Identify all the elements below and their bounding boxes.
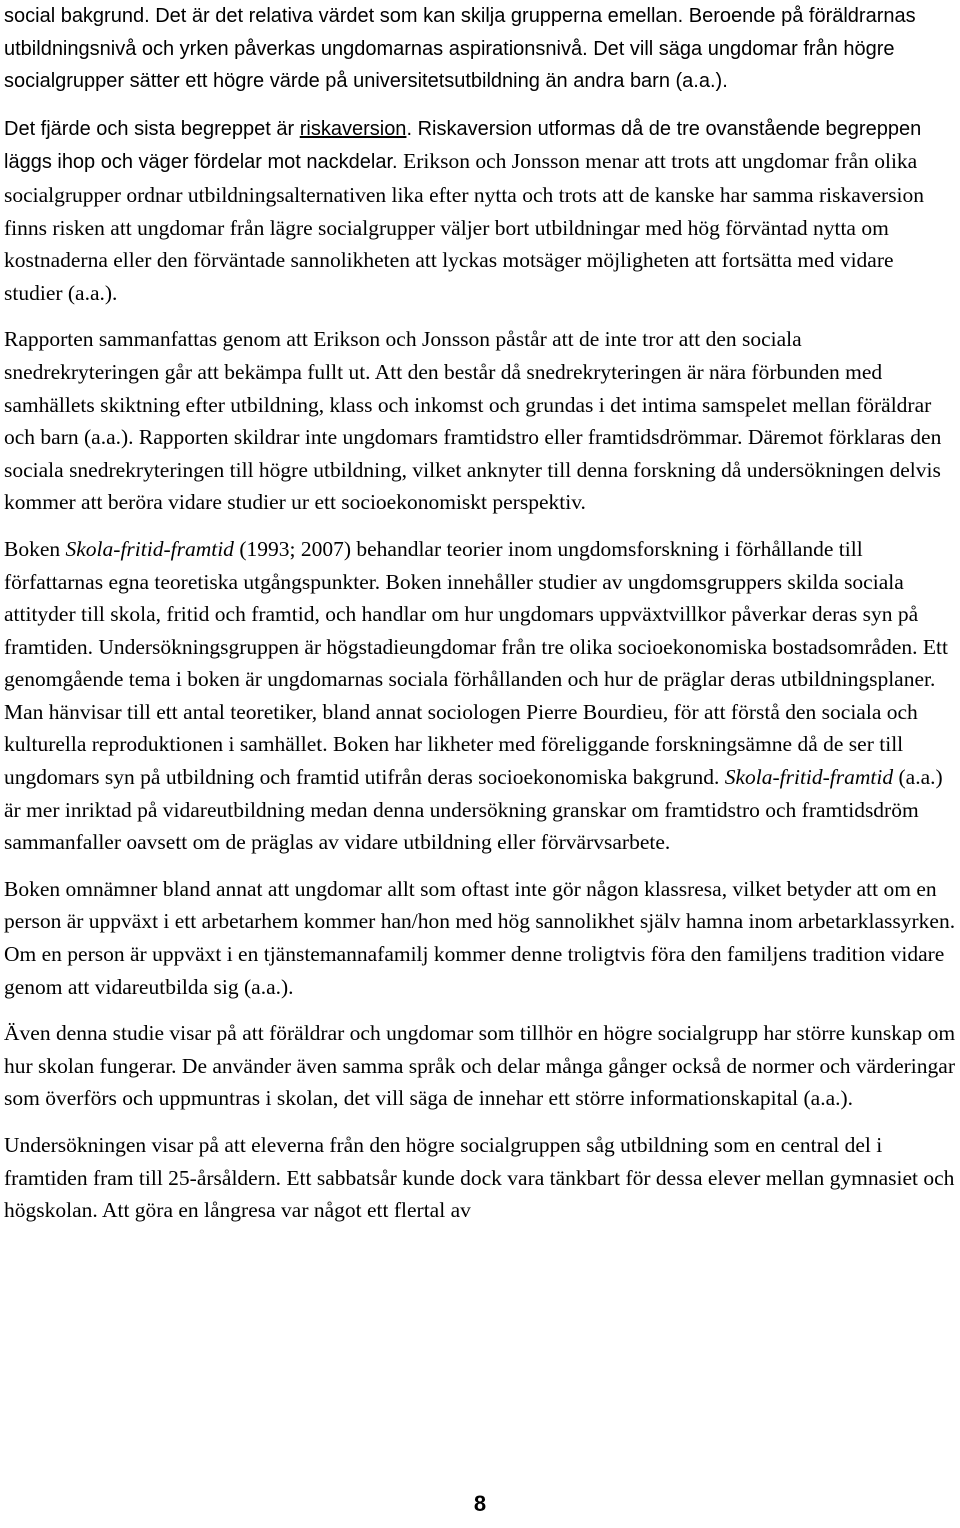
paragraph-2-sentence-2: Riskaversion utformas då de tre ovanstående begreppen läggs ihop och väger fördelar mot nackdelar. xyxy=(4,117,922,174)
paragraph-3: Rapporten sammanfattas genom att Erikson och Jonsson påstår att de inte tror att den sociala snedrekryteringen går att bekämpa fullt ut. Att den består då snedrekryteringen är nära förbunden med samhällets skiktning efter utbildning, klass och inkomst och grundas i det intima samspelet mellan föräldrar och barn (a.a.). Rapporten skildrar inte ungdomars framtidstro eller framtidsdrömmar. Däremot förklaras den sociala snedrekryteringen till högre utbildning, vilket anknyter till denna forskning då undersökningen delvis kommer att beröra vidare studier ur ett socioekonomiskt perspektiv. xyxy=(4,327,942,515)
paragraph-2-sentence-1-end: . xyxy=(406,117,418,140)
paragraph-4-body: (1993; 2007) behandlar teorier inom ungdomsforskning i förhållande till författarnas egna teoretiska utgångspunkter. Boken innehåller studier av ungdomsgruppers skilda sociala attityder till skola, fritid och framtid, och handlar om hur ungdomars uppväxtvillkor påverkar deras syn på framtiden. Undersökningsgruppen är högstadieungdomar från tre olika socioekonomiska bostadsområden. Ett genomgående tema i boken är ungdomarnas sociala förhållanden och hur de präglar deras utbildningsplaner. Man hänvisar till ett antal teoretiker, bland annat sociologen Pierre Bourdieu, för att förstå den sociala och kulturella reproduktionen i samhället. Boken har likheter med föreliggande forskningsämne då de ser till ungdomars syn på utbildning och framtid utifrån deras socioekonomiska bakgrund. xyxy=(4,536,948,790)
paragraph-4 xyxy=(4,533,956,859)
term-riskaversion: riskaversion xyxy=(299,117,407,140)
paragraph-1: social bakgrund. Det är det relativa värdet som kan skilja grupperna emellan. Beroende på föräldrarnas utbildningsnivå och yrken påverkas ungdomarnas aspirationsnivå. Det vill säga ungdomar från högre socialgrupper sätter ett högre värde på universitetsutbildning än andra barn (a.a.). xyxy=(4,5,916,93)
paragraph-4-end: (a.a.) är mer inriktad på vidareutbildning medan denna undersökning granskar om framtidstro och framtidsdröm sammanfaller oavsett om de präglas av vidare utbildning eller förvärvsarbete. xyxy=(4,765,943,855)
book-title: Skola-fritid-framtid xyxy=(65,536,234,561)
paragraph-2-sentence-1: Det fjärde och sista begreppet är xyxy=(4,117,300,140)
paragraph-2 xyxy=(4,112,956,310)
paragraph-4-start: Boken xyxy=(4,536,66,561)
document-page xyxy=(4,0,956,1227)
paragraph-2-sentence-3: Erikson och Jonsson menar att trots att ungdomar från olika socialgrupper ordnar utbildningsalternativen lika efter nytta och trots att de kanske har samma riskaversion finns risken att ungdomar från lägre socialgrupper väljer bort utbildningar med hög förväntad nytta om kostnaderna eller den förväntade sannolikheten att lyckas motsäger möjligheten att fortsätta med vidare studier (a.a.). xyxy=(4,149,925,305)
page-number: 8 xyxy=(473,1491,487,1516)
paragraph-7: Undersökningen visar på att eleverna från den högre socialgruppen såg utbildning som en central del i framtiden fram till 25-årsåldern. Ett sabbatsår kunde dock vara tänkbart för dessa elever mellan gymnasiet och högskolan. Att göra en långresa var något ett flertal av xyxy=(4,1133,955,1223)
book-title-repeat: Skola-fritid-framtid xyxy=(724,765,894,790)
paragraph-6: Även denna studie visar på att föräldrar och ungdomar som tillhör en högre socialgrupp har större kunskap om hur skolan fungerar. De använder även samma språk och delar många gånger också de normer och värderingar som överförs och uppmuntras i skolan, det vill säga de innehar ett större informationskapital (a.a.). xyxy=(4,1021,956,1111)
paragraph-5: Boken omnämner bland annat att ungdomar allt som oftast inte gör någon klassresa, vilket betyder att om en person är uppväxt i ett arbetarhem kommer han/hon med hög sannolikhet själv hamna inom arbetarklassyrken. Om en person är uppväxt i en tjänstemannafamilj kommer denne troligtvis föra den familjens tradition vidare genom att vidareutbilda sig (a.a.). xyxy=(4,876,956,999)
